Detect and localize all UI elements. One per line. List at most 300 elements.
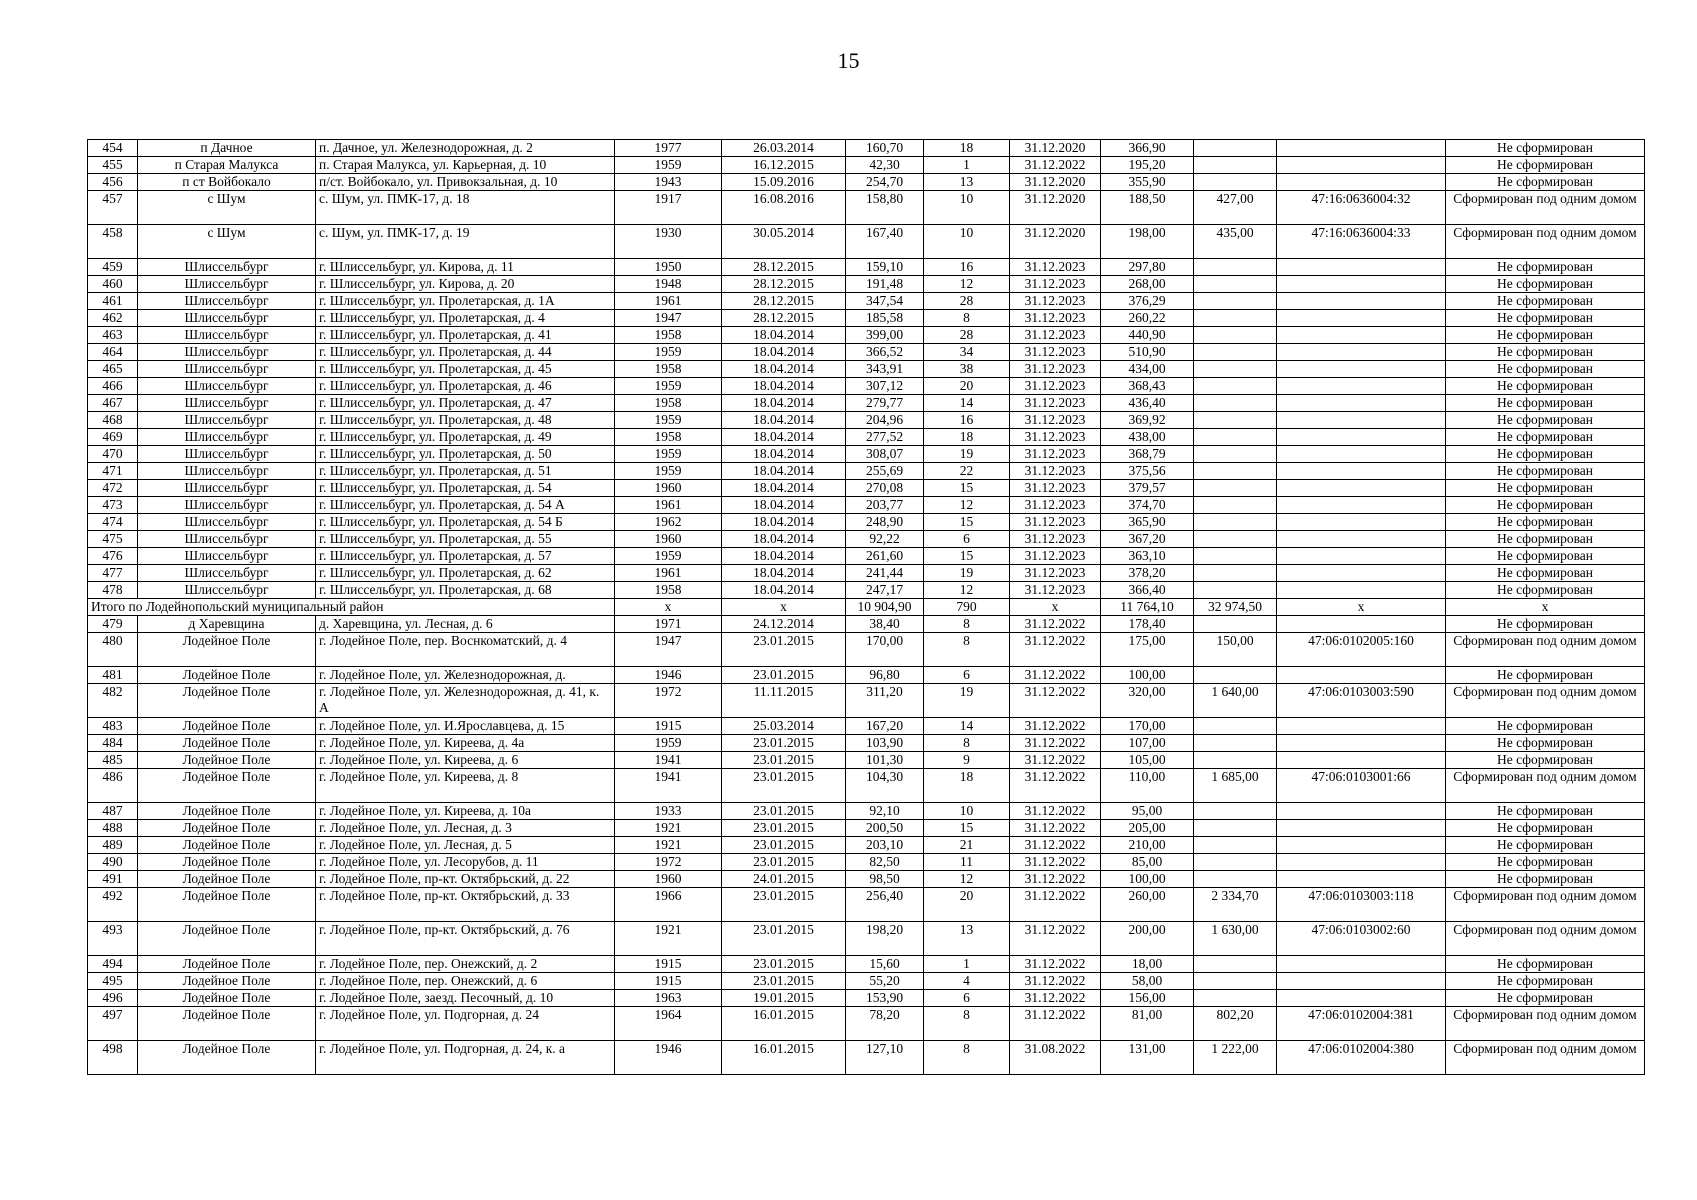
residents-count-cell: 15 bbox=[924, 480, 1010, 497]
address-cell: г. Лодейное Поле, ул. Подгорная, д. 24 bbox=[316, 1007, 615, 1041]
planned-date-cell: 31.12.2023 bbox=[1010, 395, 1101, 412]
recognition-date-cell: 23.01.2015 bbox=[722, 956, 846, 973]
planned-date-cell: 31.12.2022 bbox=[1010, 803, 1101, 820]
settlement-cell: Лодейное Поле bbox=[138, 973, 316, 990]
land-area-cell bbox=[1194, 412, 1277, 429]
year-built-cell: 1959 bbox=[615, 548, 722, 565]
recognition-date-cell: 18.04.2014 bbox=[722, 548, 846, 565]
year-built-cell: 1958 bbox=[615, 361, 722, 378]
table-row bbox=[88, 259, 1645, 276]
address-cell: г. Шлиссельбург, ул. Кирова, д. 11 bbox=[316, 259, 615, 276]
recognition-date-cell: 18.04.2014 bbox=[722, 497, 846, 514]
address-cell: г. Шлиссельбург, ул. Пролетарская, д. 62 bbox=[316, 565, 615, 582]
table-row bbox=[88, 497, 1645, 514]
table-row bbox=[88, 140, 1645, 157]
address-cell: г. Шлиссельбург, ул. Пролетарская, д. 54 А bbox=[316, 497, 615, 514]
cadastral-number-cell bbox=[1277, 463, 1446, 480]
settlement-cell: Лодейное Поле bbox=[138, 871, 316, 888]
planned-date-cell: 31.12.2023 bbox=[1010, 378, 1101, 395]
land-status-cell: Не сформирован bbox=[1446, 956, 1645, 973]
land-status-cell: Не сформирован bbox=[1446, 514, 1645, 531]
planned-date-cell: 31.12.2022 bbox=[1010, 616, 1101, 633]
residents-count-cell: 9 bbox=[924, 752, 1010, 769]
land-status-cell: Не сформирован bbox=[1446, 140, 1645, 157]
table-row bbox=[88, 191, 1645, 225]
total-living-area-cell: 10 904,90 bbox=[846, 599, 924, 616]
land-status-cell: Не сформирован bbox=[1446, 718, 1645, 735]
living-area-cell: 270,08 bbox=[846, 480, 924, 497]
table-row bbox=[88, 378, 1645, 395]
living-area-cell: 399,00 bbox=[846, 327, 924, 344]
address-cell: г. Лодейное Поле, ул. И.Ярославцева, д. 15 bbox=[316, 718, 615, 735]
living-area-cell: 159,10 bbox=[846, 259, 924, 276]
planned-date-cell: 31.12.2022 bbox=[1010, 769, 1101, 803]
residents-count-cell: 8 bbox=[924, 735, 1010, 752]
recognition-date-cell: 23.01.2015 bbox=[722, 820, 846, 837]
address-cell: г. Шлиссельбург, ул. Пролетарская, д. 68 bbox=[316, 582, 615, 599]
table-body bbox=[88, 140, 1645, 1075]
land-status-cell: Сформирован под одним домом bbox=[1446, 922, 1645, 956]
land-status-cell: Не сформирован bbox=[1446, 344, 1645, 361]
total-residents-count-cell: 790 bbox=[924, 599, 1010, 616]
address-cell: г. Лодейное Поле, ул. Лесорубов, д. 11 bbox=[316, 854, 615, 871]
total-area-cell: 438,00 bbox=[1101, 429, 1194, 446]
settlement-cell: Лодейное Поле bbox=[138, 854, 316, 871]
land-status-cell: Не сформирован bbox=[1446, 327, 1645, 344]
land-status-cell: Сформирован под одним домом bbox=[1446, 1007, 1645, 1041]
living-area-cell: 101,30 bbox=[846, 752, 924, 769]
cadastral-number-cell bbox=[1277, 837, 1446, 854]
row-number-cell: 476 bbox=[88, 548, 138, 565]
land-status-cell: Сформирован под одним домом bbox=[1446, 1041, 1645, 1075]
year-built-cell: 1947 bbox=[615, 310, 722, 327]
row-number-cell: 487 bbox=[88, 803, 138, 820]
residents-count-cell: 8 bbox=[924, 633, 1010, 667]
planned-date-cell: 31.12.2022 bbox=[1010, 990, 1101, 1007]
year-built-cell: 1915 bbox=[615, 718, 722, 735]
row-number-cell: 488 bbox=[88, 820, 138, 837]
row-number-cell: 456 bbox=[88, 174, 138, 191]
recognition-date-cell: 19.01.2015 bbox=[722, 990, 846, 1007]
row-number-cell: 479 bbox=[88, 616, 138, 633]
settlement-cell: Шлиссельбург bbox=[138, 310, 316, 327]
settlement-cell: п Старая Малукса bbox=[138, 157, 316, 174]
row-number-cell: 497 bbox=[88, 1007, 138, 1041]
cadastral-number-cell bbox=[1277, 531, 1446, 548]
cadastral-number-cell: 47:06:0103003:118 bbox=[1277, 888, 1446, 922]
land-area-cell bbox=[1194, 803, 1277, 820]
address-cell: г. Шлиссельбург, ул. Пролетарская, д. 57 bbox=[316, 548, 615, 565]
planned-date-cell: 31.12.2023 bbox=[1010, 463, 1101, 480]
settlement-cell: Лодейное Поле bbox=[138, 769, 316, 803]
land-status-cell: Не сформирован bbox=[1446, 395, 1645, 412]
recognition-date-cell: 23.01.2015 bbox=[722, 922, 846, 956]
year-built-cell: 1958 bbox=[615, 429, 722, 446]
table-row bbox=[88, 633, 1645, 667]
settlement-cell: Шлиссельбург bbox=[138, 565, 316, 582]
address-cell: г. Лодейное Поле, пр-кт. Октябрьский, д. 33 bbox=[316, 888, 615, 922]
year-built-cell: 1977 bbox=[615, 140, 722, 157]
total-area-cell: 170,00 bbox=[1101, 718, 1194, 735]
total-area-cell: 85,00 bbox=[1101, 854, 1194, 871]
living-area-cell: 38,40 bbox=[846, 616, 924, 633]
land-area-cell bbox=[1194, 854, 1277, 871]
residents-count-cell: 8 bbox=[924, 616, 1010, 633]
table-row bbox=[88, 582, 1645, 599]
cadastral-number-cell: 47:06:0102004:380 bbox=[1277, 1041, 1446, 1075]
residents-count-cell: 1 bbox=[924, 956, 1010, 973]
living-area-cell: 311,20 bbox=[846, 684, 924, 718]
year-built-cell: 1964 bbox=[615, 1007, 722, 1041]
recognition-date-cell: 18.04.2014 bbox=[722, 429, 846, 446]
land-area-cell bbox=[1194, 973, 1277, 990]
residents-count-cell: 6 bbox=[924, 990, 1010, 1007]
residents-count-cell: 20 bbox=[924, 378, 1010, 395]
address-cell: г. Шлиссельбург, ул. Пролетарская, д. 54 bbox=[316, 480, 615, 497]
address-cell: г. Лодейное Поле, ул. Киреева, д. 8 bbox=[316, 769, 615, 803]
year-built-cell: 1958 bbox=[615, 582, 722, 599]
row-number-cell: 485 bbox=[88, 752, 138, 769]
planned-date-cell: 31.12.2022 bbox=[1010, 735, 1101, 752]
address-cell: г. Шлиссельбург, ул. Кирова, д. 20 bbox=[316, 276, 615, 293]
address-cell: д. Харевщина, ул. Лесная, д. 6 bbox=[316, 616, 615, 633]
row-number-cell: 455 bbox=[88, 157, 138, 174]
total-land-status-cell: x bbox=[1446, 599, 1645, 616]
cadastral-number-cell bbox=[1277, 871, 1446, 888]
settlement-cell: с Шум bbox=[138, 225, 316, 259]
recognition-date-cell: 23.01.2015 bbox=[722, 837, 846, 854]
total-area-cell: 440,90 bbox=[1101, 327, 1194, 344]
address-cell: п/ст. Войбокало, ул. Привокзальная, д. 10 bbox=[316, 174, 615, 191]
land-status-cell: Не сформирован bbox=[1446, 820, 1645, 837]
table-row bbox=[88, 480, 1645, 497]
residents-count-cell: 19 bbox=[924, 684, 1010, 718]
living-area-cell: 158,80 bbox=[846, 191, 924, 225]
housing-registry-table bbox=[87, 139, 1645, 1075]
recognition-date-cell: 18.04.2014 bbox=[722, 361, 846, 378]
residents-count-cell: 16 bbox=[924, 412, 1010, 429]
residents-count-cell: 18 bbox=[924, 429, 1010, 446]
living-area-cell: 308,07 bbox=[846, 446, 924, 463]
cadastral-number-cell bbox=[1277, 395, 1446, 412]
land-status-cell: Не сформирован bbox=[1446, 446, 1645, 463]
planned-date-cell: 31.12.2023 bbox=[1010, 565, 1101, 582]
row-number-cell: 495 bbox=[88, 973, 138, 990]
table-row bbox=[88, 1041, 1645, 1075]
residents-count-cell: 19 bbox=[924, 446, 1010, 463]
cadastral-number-cell bbox=[1277, 157, 1446, 174]
living-area-cell: 42,30 bbox=[846, 157, 924, 174]
table-row bbox=[88, 803, 1645, 820]
planned-date-cell: 31.12.2022 bbox=[1010, 718, 1101, 735]
address-cell: г. Шлиссельбург, ул. Пролетарская, д. 55 bbox=[316, 531, 615, 548]
cadastral-number-cell: 47:06:0103003:590 bbox=[1277, 684, 1446, 718]
residents-count-cell: 12 bbox=[924, 276, 1010, 293]
table-row bbox=[88, 412, 1645, 429]
year-built-cell: 1959 bbox=[615, 344, 722, 361]
land-area-cell bbox=[1194, 429, 1277, 446]
recognition-date-cell: 18.04.2014 bbox=[722, 531, 846, 548]
residents-count-cell: 19 bbox=[924, 565, 1010, 582]
planned-date-cell: 31.12.2023 bbox=[1010, 531, 1101, 548]
table-row bbox=[88, 293, 1645, 310]
cadastral-number-cell bbox=[1277, 344, 1446, 361]
table-row bbox=[88, 174, 1645, 191]
table-row bbox=[88, 225, 1645, 259]
row-number-cell: 483 bbox=[88, 718, 138, 735]
address-cell: г. Лодейное Поле, ул. Киреева, д. 10а bbox=[316, 803, 615, 820]
year-built-cell: 1959 bbox=[615, 378, 722, 395]
cadastral-number-cell bbox=[1277, 565, 1446, 582]
recognition-date-cell: 16.01.2015 bbox=[722, 1007, 846, 1041]
land-area-cell bbox=[1194, 259, 1277, 276]
settlement-cell: Лодейное Поле bbox=[138, 1007, 316, 1041]
residents-count-cell: 11 bbox=[924, 854, 1010, 871]
row-number-cell: 470 bbox=[88, 446, 138, 463]
year-built-cell: 1960 bbox=[615, 871, 722, 888]
row-number-cell: 494 bbox=[88, 956, 138, 973]
year-built-cell: 1966 bbox=[615, 888, 722, 922]
cadastral-number-cell bbox=[1277, 616, 1446, 633]
address-cell: г. Лодейное Поле, пер. Онежский, д. 6 bbox=[316, 973, 615, 990]
residents-count-cell: 10 bbox=[924, 191, 1010, 225]
recognition-date-cell: 16.12.2015 bbox=[722, 157, 846, 174]
living-area-cell: 204,96 bbox=[846, 412, 924, 429]
total-area-cell: 365,90 bbox=[1101, 514, 1194, 531]
recognition-date-cell: 24.12.2014 bbox=[722, 616, 846, 633]
living-area-cell: 82,50 bbox=[846, 854, 924, 871]
total-planned-date-cell: x bbox=[1010, 599, 1101, 616]
settlement-cell: Лодейное Поле bbox=[138, 990, 316, 1007]
cadastral-number-cell bbox=[1277, 429, 1446, 446]
land-status-cell: Не сформирован bbox=[1446, 752, 1645, 769]
recognition-date-cell: 23.01.2015 bbox=[722, 769, 846, 803]
land-area-cell bbox=[1194, 480, 1277, 497]
year-built-cell: 1941 bbox=[615, 752, 722, 769]
table-row bbox=[88, 531, 1645, 548]
land-status-cell: Не сформирован bbox=[1446, 616, 1645, 633]
row-number-cell: 468 bbox=[88, 412, 138, 429]
planned-date-cell: 31.12.2022 bbox=[1010, 752, 1101, 769]
address-cell: г. Лодейное Поле, пр-кт. Октябрьский, д. 22 bbox=[316, 871, 615, 888]
settlement-cell: Шлиссельбург bbox=[138, 548, 316, 565]
recognition-date-cell: 23.01.2015 bbox=[722, 888, 846, 922]
address-cell: г. Шлиссельбург, ул. Пролетарская, д. 48 bbox=[316, 412, 615, 429]
address-cell: г. Лодейное Поле, ул. Киреева, д. 6 bbox=[316, 752, 615, 769]
land-status-cell: Не сформирован bbox=[1446, 548, 1645, 565]
table-row bbox=[88, 310, 1645, 327]
total-area-cell: 156,00 bbox=[1101, 990, 1194, 1007]
living-area-cell: 15,60 bbox=[846, 956, 924, 973]
cadastral-number-cell bbox=[1277, 820, 1446, 837]
recognition-date-cell: 18.04.2014 bbox=[722, 480, 846, 497]
table-row bbox=[88, 157, 1645, 174]
residents-count-cell: 22 bbox=[924, 463, 1010, 480]
planned-date-cell: 31.12.2023 bbox=[1010, 497, 1101, 514]
recognition-date-cell: 16.01.2015 bbox=[722, 1041, 846, 1075]
total-area-cell: 376,29 bbox=[1101, 293, 1194, 310]
settlement-cell: Лодейное Поле bbox=[138, 684, 316, 718]
residents-count-cell: 18 bbox=[924, 140, 1010, 157]
row-number-cell: 477 bbox=[88, 565, 138, 582]
table-row bbox=[88, 990, 1645, 1007]
table-row bbox=[88, 718, 1645, 735]
residents-count-cell: 12 bbox=[924, 497, 1010, 514]
row-number-cell: 480 bbox=[88, 633, 138, 667]
planned-date-cell: 31.12.2022 bbox=[1010, 633, 1101, 667]
planned-date-cell: 31.12.2023 bbox=[1010, 514, 1101, 531]
land-area-cell bbox=[1194, 344, 1277, 361]
land-area-cell bbox=[1194, 361, 1277, 378]
address-cell: г. Шлиссельбург, ул. Пролетарская, д. 1А bbox=[316, 293, 615, 310]
settlement-cell: Лодейное Поле bbox=[138, 922, 316, 956]
residents-count-cell: 14 bbox=[924, 718, 1010, 735]
year-built-cell: 1941 bbox=[615, 769, 722, 803]
planned-date-cell: 31.12.2022 bbox=[1010, 888, 1101, 922]
row-number-cell: 457 bbox=[88, 191, 138, 225]
planned-date-cell: 31.12.2022 bbox=[1010, 820, 1101, 837]
total-total-area-cell: 11 764,10 bbox=[1101, 599, 1194, 616]
cadastral-number-cell: 47:16:0636004:32 bbox=[1277, 191, 1446, 225]
land-status-cell: Не сформирован bbox=[1446, 157, 1645, 174]
year-built-cell: 1959 bbox=[615, 735, 722, 752]
residents-count-cell: 1 bbox=[924, 157, 1010, 174]
residents-count-cell: 8 bbox=[924, 1007, 1010, 1041]
year-built-cell: 1917 bbox=[615, 191, 722, 225]
cadastral-number-cell bbox=[1277, 990, 1446, 1007]
living-area-cell: 127,10 bbox=[846, 1041, 924, 1075]
land-status-cell: Не сформирован bbox=[1446, 990, 1645, 1007]
land-area-cell bbox=[1194, 378, 1277, 395]
table-row bbox=[88, 565, 1645, 582]
total-area-cell: 210,00 bbox=[1101, 837, 1194, 854]
row-number-cell: 486 bbox=[88, 769, 138, 803]
total-year-built-cell: x bbox=[615, 599, 722, 616]
table-row bbox=[88, 548, 1645, 565]
address-cell: г. Лодейное Поле, ул. Подгорная, д. 24, к. а bbox=[316, 1041, 615, 1075]
living-area-cell: 167,20 bbox=[846, 718, 924, 735]
living-area-cell: 256,40 bbox=[846, 888, 924, 922]
address-cell: г. Лодейное Поле, ул. Лесная, д. 3 bbox=[316, 820, 615, 837]
row-number-cell: 459 bbox=[88, 259, 138, 276]
row-number-cell: 469 bbox=[88, 429, 138, 446]
table-row bbox=[88, 327, 1645, 344]
settlement-cell: Лодейное Поле bbox=[138, 837, 316, 854]
planned-date-cell: 31.12.2023 bbox=[1010, 276, 1101, 293]
address-cell: г. Лодейное Поле, пер. Воснкоматский, д. 4 bbox=[316, 633, 615, 667]
residents-count-cell: 38 bbox=[924, 361, 1010, 378]
recognition-date-cell: 24.01.2015 bbox=[722, 871, 846, 888]
total-area-cell: 100,00 bbox=[1101, 667, 1194, 684]
settlement-cell: п Дачное bbox=[138, 140, 316, 157]
land-area-cell: 150,00 bbox=[1194, 633, 1277, 667]
row-number-cell: 467 bbox=[88, 395, 138, 412]
recognition-date-cell: 18.04.2014 bbox=[722, 514, 846, 531]
cadastral-number-cell bbox=[1277, 361, 1446, 378]
year-built-cell: 1959 bbox=[615, 157, 722, 174]
table-row bbox=[88, 888, 1645, 922]
living-area-cell: 200,50 bbox=[846, 820, 924, 837]
planned-date-cell: 31.12.2022 bbox=[1010, 837, 1101, 854]
planned-date-cell: 31.12.2022 bbox=[1010, 1007, 1101, 1041]
year-built-cell: 1961 bbox=[615, 565, 722, 582]
year-built-cell: 1946 bbox=[615, 667, 722, 684]
row-number-cell: 484 bbox=[88, 735, 138, 752]
address-cell: г. Лодейное Поле, ул. Лесная, д. 5 bbox=[316, 837, 615, 854]
residents-count-cell: 20 bbox=[924, 888, 1010, 922]
land-area-cell bbox=[1194, 531, 1277, 548]
total-area-cell: 378,20 bbox=[1101, 565, 1194, 582]
table-row bbox=[88, 344, 1645, 361]
land-area-cell: 1 640,00 bbox=[1194, 684, 1277, 718]
year-built-cell: 1946 bbox=[615, 1041, 722, 1075]
address-cell: г. Лодейное Поле, ул. Киреева, д. 4а bbox=[316, 735, 615, 752]
land-status-cell: Не сформирован bbox=[1446, 837, 1645, 854]
cadastral-number-cell bbox=[1277, 582, 1446, 599]
land-status-cell: Не сформирован bbox=[1446, 565, 1645, 582]
land-area-cell bbox=[1194, 667, 1277, 684]
residents-count-cell: 4 bbox=[924, 973, 1010, 990]
cadastral-number-cell bbox=[1277, 497, 1446, 514]
settlement-cell: Шлиссельбург bbox=[138, 497, 316, 514]
total-area-cell: 369,92 bbox=[1101, 412, 1194, 429]
recognition-date-cell: 11.11.2015 bbox=[722, 684, 846, 718]
total-area-cell: 131,00 bbox=[1101, 1041, 1194, 1075]
recognition-date-cell: 28.12.2015 bbox=[722, 259, 846, 276]
land-area-cell bbox=[1194, 565, 1277, 582]
row-number-cell: 473 bbox=[88, 497, 138, 514]
settlement-cell: п ст Войбокало bbox=[138, 174, 316, 191]
total-label-cell: Итого по Лодейнопольский муниципальный район bbox=[88, 599, 615, 616]
recognition-date-cell: 18.04.2014 bbox=[722, 463, 846, 480]
total-area-cell: 366,90 bbox=[1101, 140, 1194, 157]
total-area-cell: 195,20 bbox=[1101, 157, 1194, 174]
year-built-cell: 1958 bbox=[615, 395, 722, 412]
year-built-cell: 1947 bbox=[615, 633, 722, 667]
settlement-cell: Лодейное Поле bbox=[138, 633, 316, 667]
total-area-cell: 436,40 bbox=[1101, 395, 1194, 412]
row-number-cell: 466 bbox=[88, 378, 138, 395]
cadastral-number-cell bbox=[1277, 956, 1446, 973]
settlement-cell: Шлиссельбург bbox=[138, 429, 316, 446]
total-area-cell: 81,00 bbox=[1101, 1007, 1194, 1041]
residents-count-cell: 28 bbox=[924, 327, 1010, 344]
planned-date-cell: 31.12.2022 bbox=[1010, 973, 1101, 990]
row-number-cell: 492 bbox=[88, 888, 138, 922]
year-built-cell: 1959 bbox=[615, 463, 722, 480]
cadastral-number-cell bbox=[1277, 259, 1446, 276]
planned-date-cell: 31.12.2023 bbox=[1010, 548, 1101, 565]
living-area-cell: 277,52 bbox=[846, 429, 924, 446]
year-built-cell: 1961 bbox=[615, 293, 722, 310]
residents-count-cell: 10 bbox=[924, 225, 1010, 259]
living-area-cell: 255,69 bbox=[846, 463, 924, 480]
land-status-cell: Не сформирован bbox=[1446, 497, 1645, 514]
land-area-cell bbox=[1194, 463, 1277, 480]
settlement-cell: Лодейное Поле bbox=[138, 888, 316, 922]
total-area-cell: 260,22 bbox=[1101, 310, 1194, 327]
planned-date-cell: 31.12.2023 bbox=[1010, 361, 1101, 378]
planned-date-cell: 31.12.2023 bbox=[1010, 480, 1101, 497]
row-number-cell: 478 bbox=[88, 582, 138, 599]
cadastral-number-cell bbox=[1277, 514, 1446, 531]
settlement-cell: Шлиссельбург bbox=[138, 582, 316, 599]
planned-date-cell: 31.08.2022 bbox=[1010, 1041, 1101, 1075]
planned-date-cell: 31.12.2022 bbox=[1010, 922, 1101, 956]
residents-count-cell: 8 bbox=[924, 1041, 1010, 1075]
table-row bbox=[88, 429, 1645, 446]
recognition-date-cell: 23.01.2015 bbox=[722, 854, 846, 871]
